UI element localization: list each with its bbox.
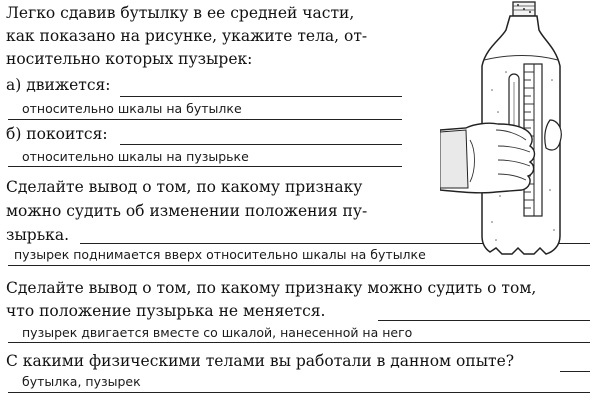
question3-rule-1: [378, 320, 590, 321]
question4-rule-2: [8, 392, 590, 393]
question3-line-2: что положение пузырька не меняется.: [6, 302, 326, 320]
part-b-rule-2: [8, 166, 402, 167]
bottle-illustration: [440, 0, 600, 262]
part-b-rule-1: [120, 144, 402, 145]
question2-line-1: Сделайте вывод о том, по какому признаку: [6, 178, 363, 196]
part-a-rule-1: [120, 96, 402, 97]
intro-line-1: Легко сдавив бутылку в ее средней части,: [6, 4, 355, 22]
part-a-rule-2: [8, 119, 402, 120]
intro-line-3: носительно которых пузырек:: [6, 50, 253, 68]
part-b-label: б) покоится:: [6, 125, 108, 143]
question3-line-1: Сделайте вывод о том, по какому признаку можно судить о том,: [6, 279, 537, 297]
part-a-label: а) движется:: [6, 76, 111, 94]
part-a-answer: относительно шкалы на бутылке: [22, 101, 242, 116]
bottle-cap: [513, 2, 535, 16]
question4-line-1: С какими физическими телами вы работали в данном опыте?: [6, 352, 515, 370]
question2-rule-2: [8, 265, 590, 266]
question4-answer: бутылка, пузырек: [22, 374, 141, 389]
question3-answer: пузырек двигается вместе со шкалой, нанесенной на него: [22, 325, 413, 340]
part-b-answer: относительно шкалы на пузырьке: [22, 149, 249, 164]
intro-line-2: как показано на рисунке, укажите тела, от-: [6, 27, 368, 45]
question2-answer: пузырек поднимается вверх относительно шкалы на бутылке: [14, 247, 426, 262]
question2-line-2: можно судить об изменении положения пу-: [6, 202, 368, 220]
question4-rule-1: [560, 371, 590, 372]
question2-line-3: зырька.: [6, 226, 70, 244]
question3-rule-2: [8, 342, 590, 343]
